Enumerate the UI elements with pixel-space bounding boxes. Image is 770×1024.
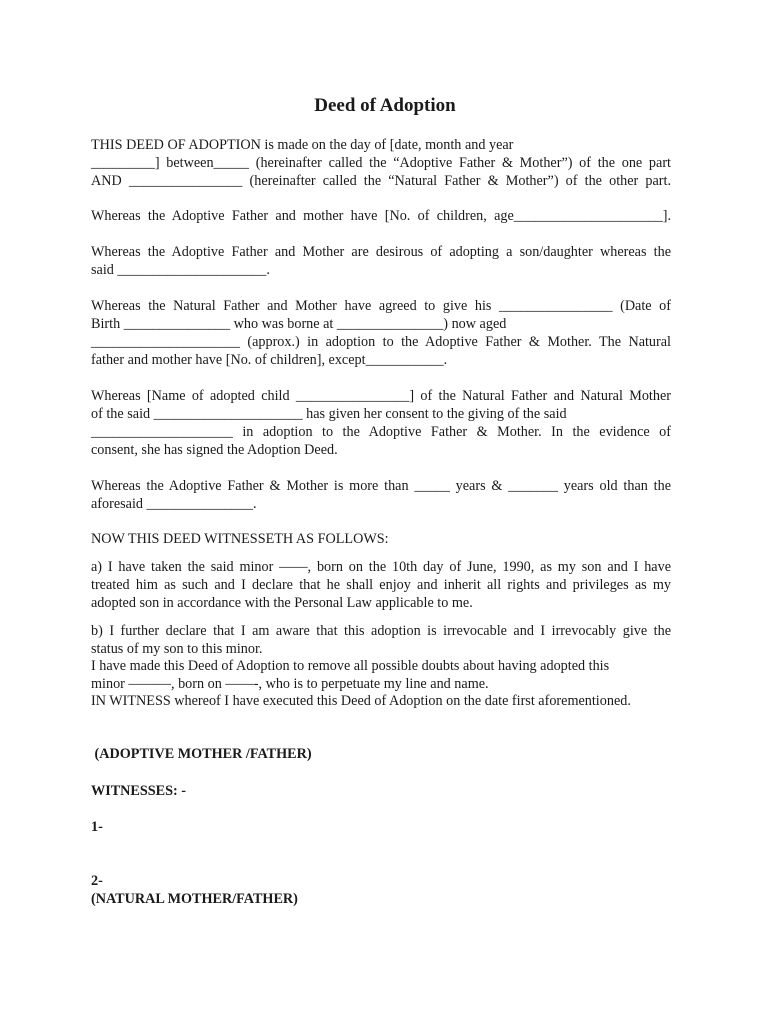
text-line: AND ________________ (hereinafter called the “Natural Father & Mother”) of the other part. (91, 173, 671, 189)
text-line: Whereas the Adoptive Father and mother have [No. of children, age_____________________]. (91, 208, 671, 224)
adoptive-parent-signature-label: (ADOPTIVE MOTHER /FATHER) (91, 746, 312, 762)
text-line: said _____________________. (91, 262, 270, 278)
witnesses-label: WITNESSES: - (91, 783, 187, 799)
text-line: father and mother have [No. of children], except___________. (91, 352, 448, 368)
text-line: adopted son in accordance with the Personal Law applicable to me. (91, 595, 473, 611)
document-title: Deed of Adoption (314, 95, 456, 116)
text-line: _________] between_____ (hereinafter called the “Adoptive Father & Mother”) of the one part (91, 155, 671, 171)
text-line: THIS DEED OF ADOPTION is made on the day of [date, month and year (91, 137, 514, 153)
text-line: Whereas the Adoptive Father and Mother are desirous of adopting a son/daughter whereas the (91, 244, 671, 260)
text-line: _____________________ (approx.) in adoption to the Adoptive Father & Mother. The Natural (91, 334, 671, 350)
text-line: ____________________ in adoption to the Adoptive Father & Mother. In the evidence of (91, 424, 671, 440)
text-line: of the said _____________________ has given her consent to the giving of the said (91, 406, 567, 422)
text-line: consent, she has signed the Adoption Deed. (91, 442, 338, 458)
text-line: a) I have taken the said minor ——, born on the 10th day of June, 1990, as my son and I have (91, 559, 671, 575)
text-line: Whereas the Natural Father and Mother have agreed to give his ________________ (Date of (91, 298, 671, 314)
witnesseth-heading: NOW THIS DEED WITNESSETH AS FOLLOWS: (91, 531, 389, 547)
text-line: Birth _______________ who was borne at _______________) now aged (91, 316, 507, 332)
text-line: Whereas [Name of adopted child ________________] of the Natural Father and Natural Mother (91, 388, 671, 404)
witness-1-label: 1- (91, 819, 103, 835)
text-line: treated him as such and I declare that he shall enjoy and inherit all rights and privileges as my (91, 577, 671, 593)
text-line: IN WITNESS whereof I have executed this Deed of Adoption on the date first aforementioned. (91, 693, 631, 709)
text-line: aforesaid _______________. (91, 496, 257, 512)
text-line: minor ———, born on ——-, who is to perpetuate my line and name. (91, 676, 489, 692)
natural-parent-signature-label: (NATURAL MOTHER/FATHER) (91, 891, 298, 907)
text-line: Whereas the Adoptive Father & Mother is more than _____ years & _______ years old than the (91, 478, 671, 494)
text-line: I have made this Deed of Adoption to remove all possible doubts about having adopted this (91, 658, 610, 674)
text-line: b) I further declare that I am aware that this adoption is irrevocable and I irrevocably give the (91, 623, 671, 639)
text-line: status of my son to this minor. (91, 641, 263, 657)
witness-2-label: 2- (91, 873, 103, 889)
